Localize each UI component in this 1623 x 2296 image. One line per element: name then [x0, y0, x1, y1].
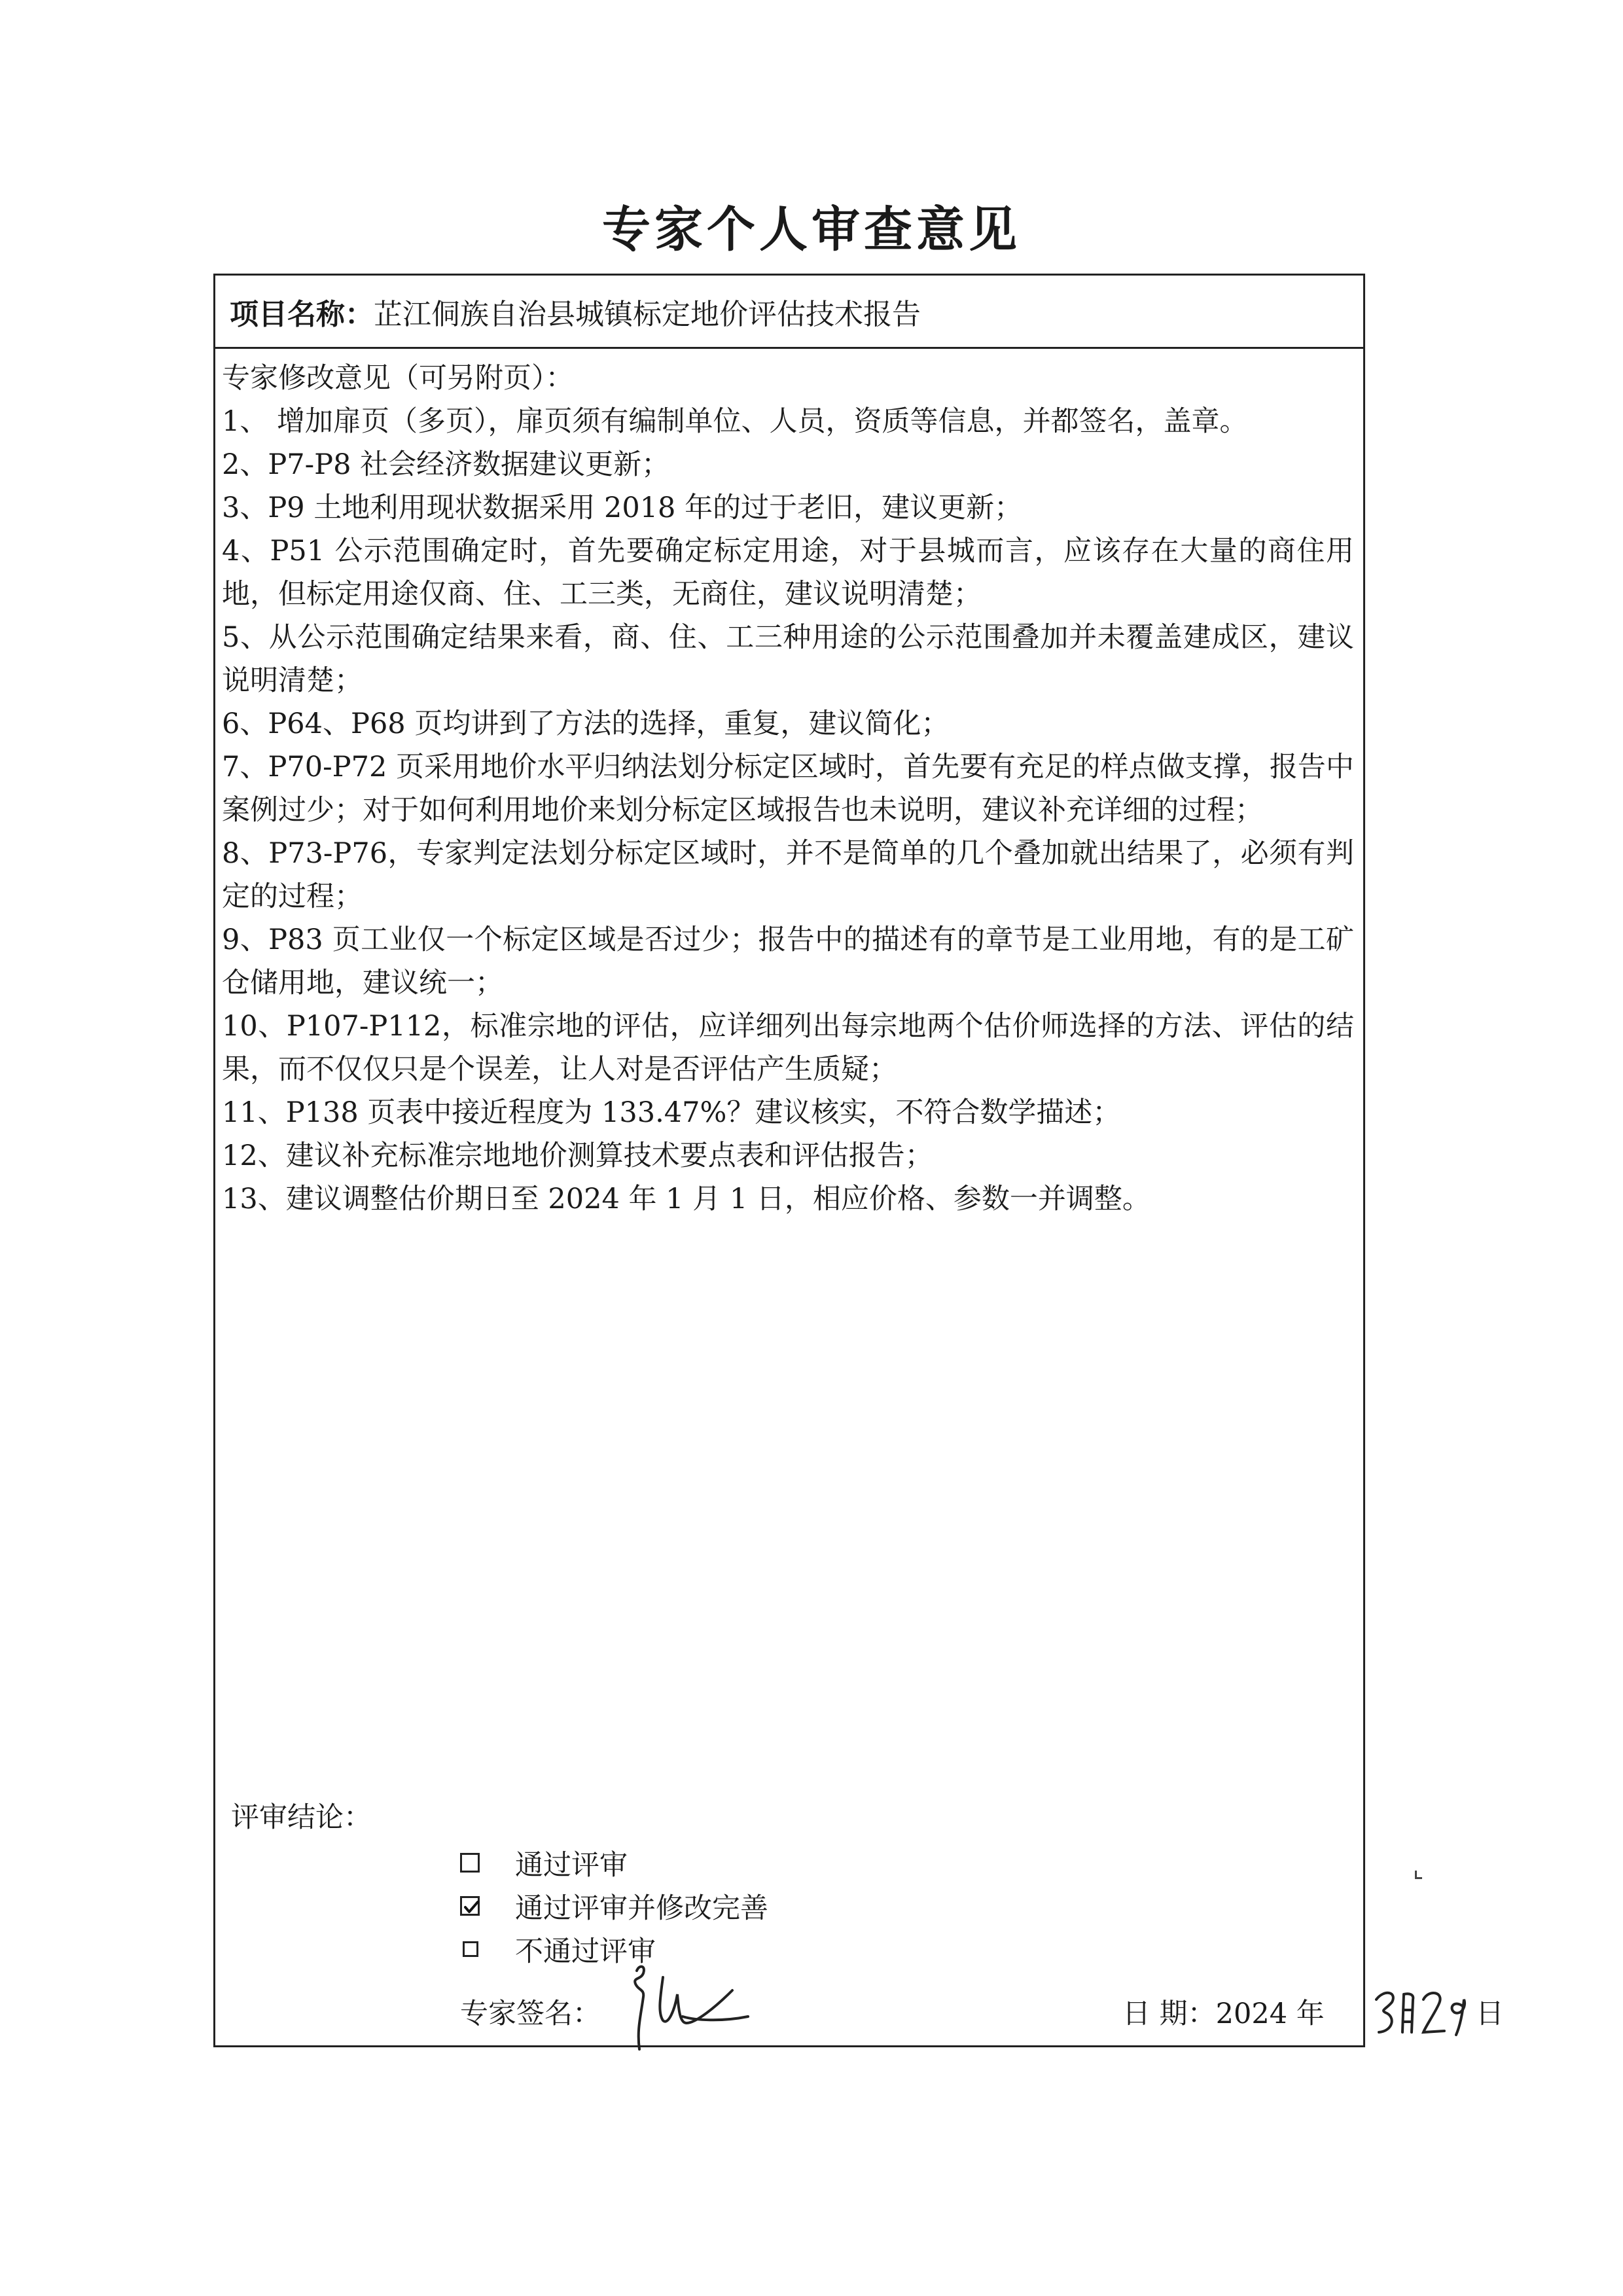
page-title: 专家个人审查意见: [602, 202, 1021, 258]
option-label: 通过评审并修改完善: [515, 1892, 768, 1925]
option-pass: [460, 1841, 768, 1884]
option-pass-with-revision: [460, 1884, 768, 1928]
opinion-item: 6、P64、P68 页均讲到了方法的选择，重复，建议简化；: [222, 708, 950, 740]
opinion-item: 4、P51 公示范围确定时，首先要确定标定用途，对于县城而言，应该存在大量的商住用地，但标定用途仅商、住、工三类，无商住，建议说明清楚；: [222, 535, 1354, 611]
opinion-item: 13、建议调整估价期日至 2024 年 1 月 1 日，相应价格、参数一并调整。: [222, 1183, 1150, 1215]
project-name-row: [215, 276, 1363, 349]
pass-checkbox: [460, 1853, 480, 1873]
opinion-item: 1、 增加扉页（多页），扉页须有编制单位、人员，资质等信息，并都签名，盖章。: [222, 405, 1248, 438]
check-mark-icon: [463, 1899, 479, 1915]
option-label: 不通过评审: [515, 1935, 656, 1968]
project-name-label: 项目名称：: [230, 297, 374, 331]
opinion-item: 5、从公示范围确定结果来看，商、住、工三种用途的公示范围叠加并未覆盖建成区，建议说明清楚；: [222, 621, 1354, 697]
opinion-item: 11、P138 页表中接近程度为 133.47%？建议核实，不符合数学描述；: [222, 1096, 1121, 1129]
opinion-item: 9、P83 页工业仅一个标定区域是否过少；报告中的描述有的章节是工业用地，有的是工矿仓储用地，建议统一；: [222, 924, 1354, 999]
opinion-item: 7、P70-P72 页采用地价水平归纳法划分标定区域时，首先要有充足的样点做支撑，报告中案例过少；对于如何利用地价来划分标定区域报告也未说明，建议补充详细的过程；: [222, 751, 1354, 827]
conclusion-options: [460, 1841, 768, 1971]
expert-opinions: [222, 357, 1354, 1221]
conclusion-label: 评审结论：: [231, 1801, 372, 1834]
opinion-item: 2、P7-P8 社会经济数据建议更新；: [222, 448, 670, 481]
opinion-item: 10、P107-P112，标准宗地的评估，应详细列出每宗地两个估价师选择的方法、评估的结果，而不仅仅只是个误差，让人对是否评估产生质疑；: [222, 1010, 1354, 1086]
date-label: 日 期：2024 年: [1122, 1998, 1325, 2030]
handwritten-date: [1371, 1980, 1476, 2039]
opinions-heading: 专家修改意见（可另附页）：: [222, 362, 574, 395]
signature-label: 专家签名：: [460, 1998, 601, 2030]
project-name-value: 芷江侗族自治县城镇标定地价评估技术报告: [374, 297, 921, 331]
review-form: [213, 274, 1504, 2047]
pass-with-revision-checkbox: [460, 1896, 480, 1916]
handwritten-signature: [617, 1958, 761, 2056]
opinion-item: 3、P9 土地利用现状数据采用 2018 年的过于老旧，建议更新；: [222, 492, 1023, 524]
scan-mark: [1415, 1871, 1422, 1879]
option-label: 通过评审: [515, 1848, 628, 1882]
opinion-item: 8、P73-P76，专家判定法划分标定区域时，并不是简单的几个叠加就出结果了，必须有判定的过程；: [222, 837, 1354, 913]
signature-row: [460, 1984, 1504, 2036]
fail-checkbox: [463, 1941, 478, 1957]
day-suffix: 日: [1476, 1998, 1504, 2030]
opinion-item: 12、建议补充标准宗地地价测算技术要点表和评估报告；: [222, 1139, 933, 1172]
